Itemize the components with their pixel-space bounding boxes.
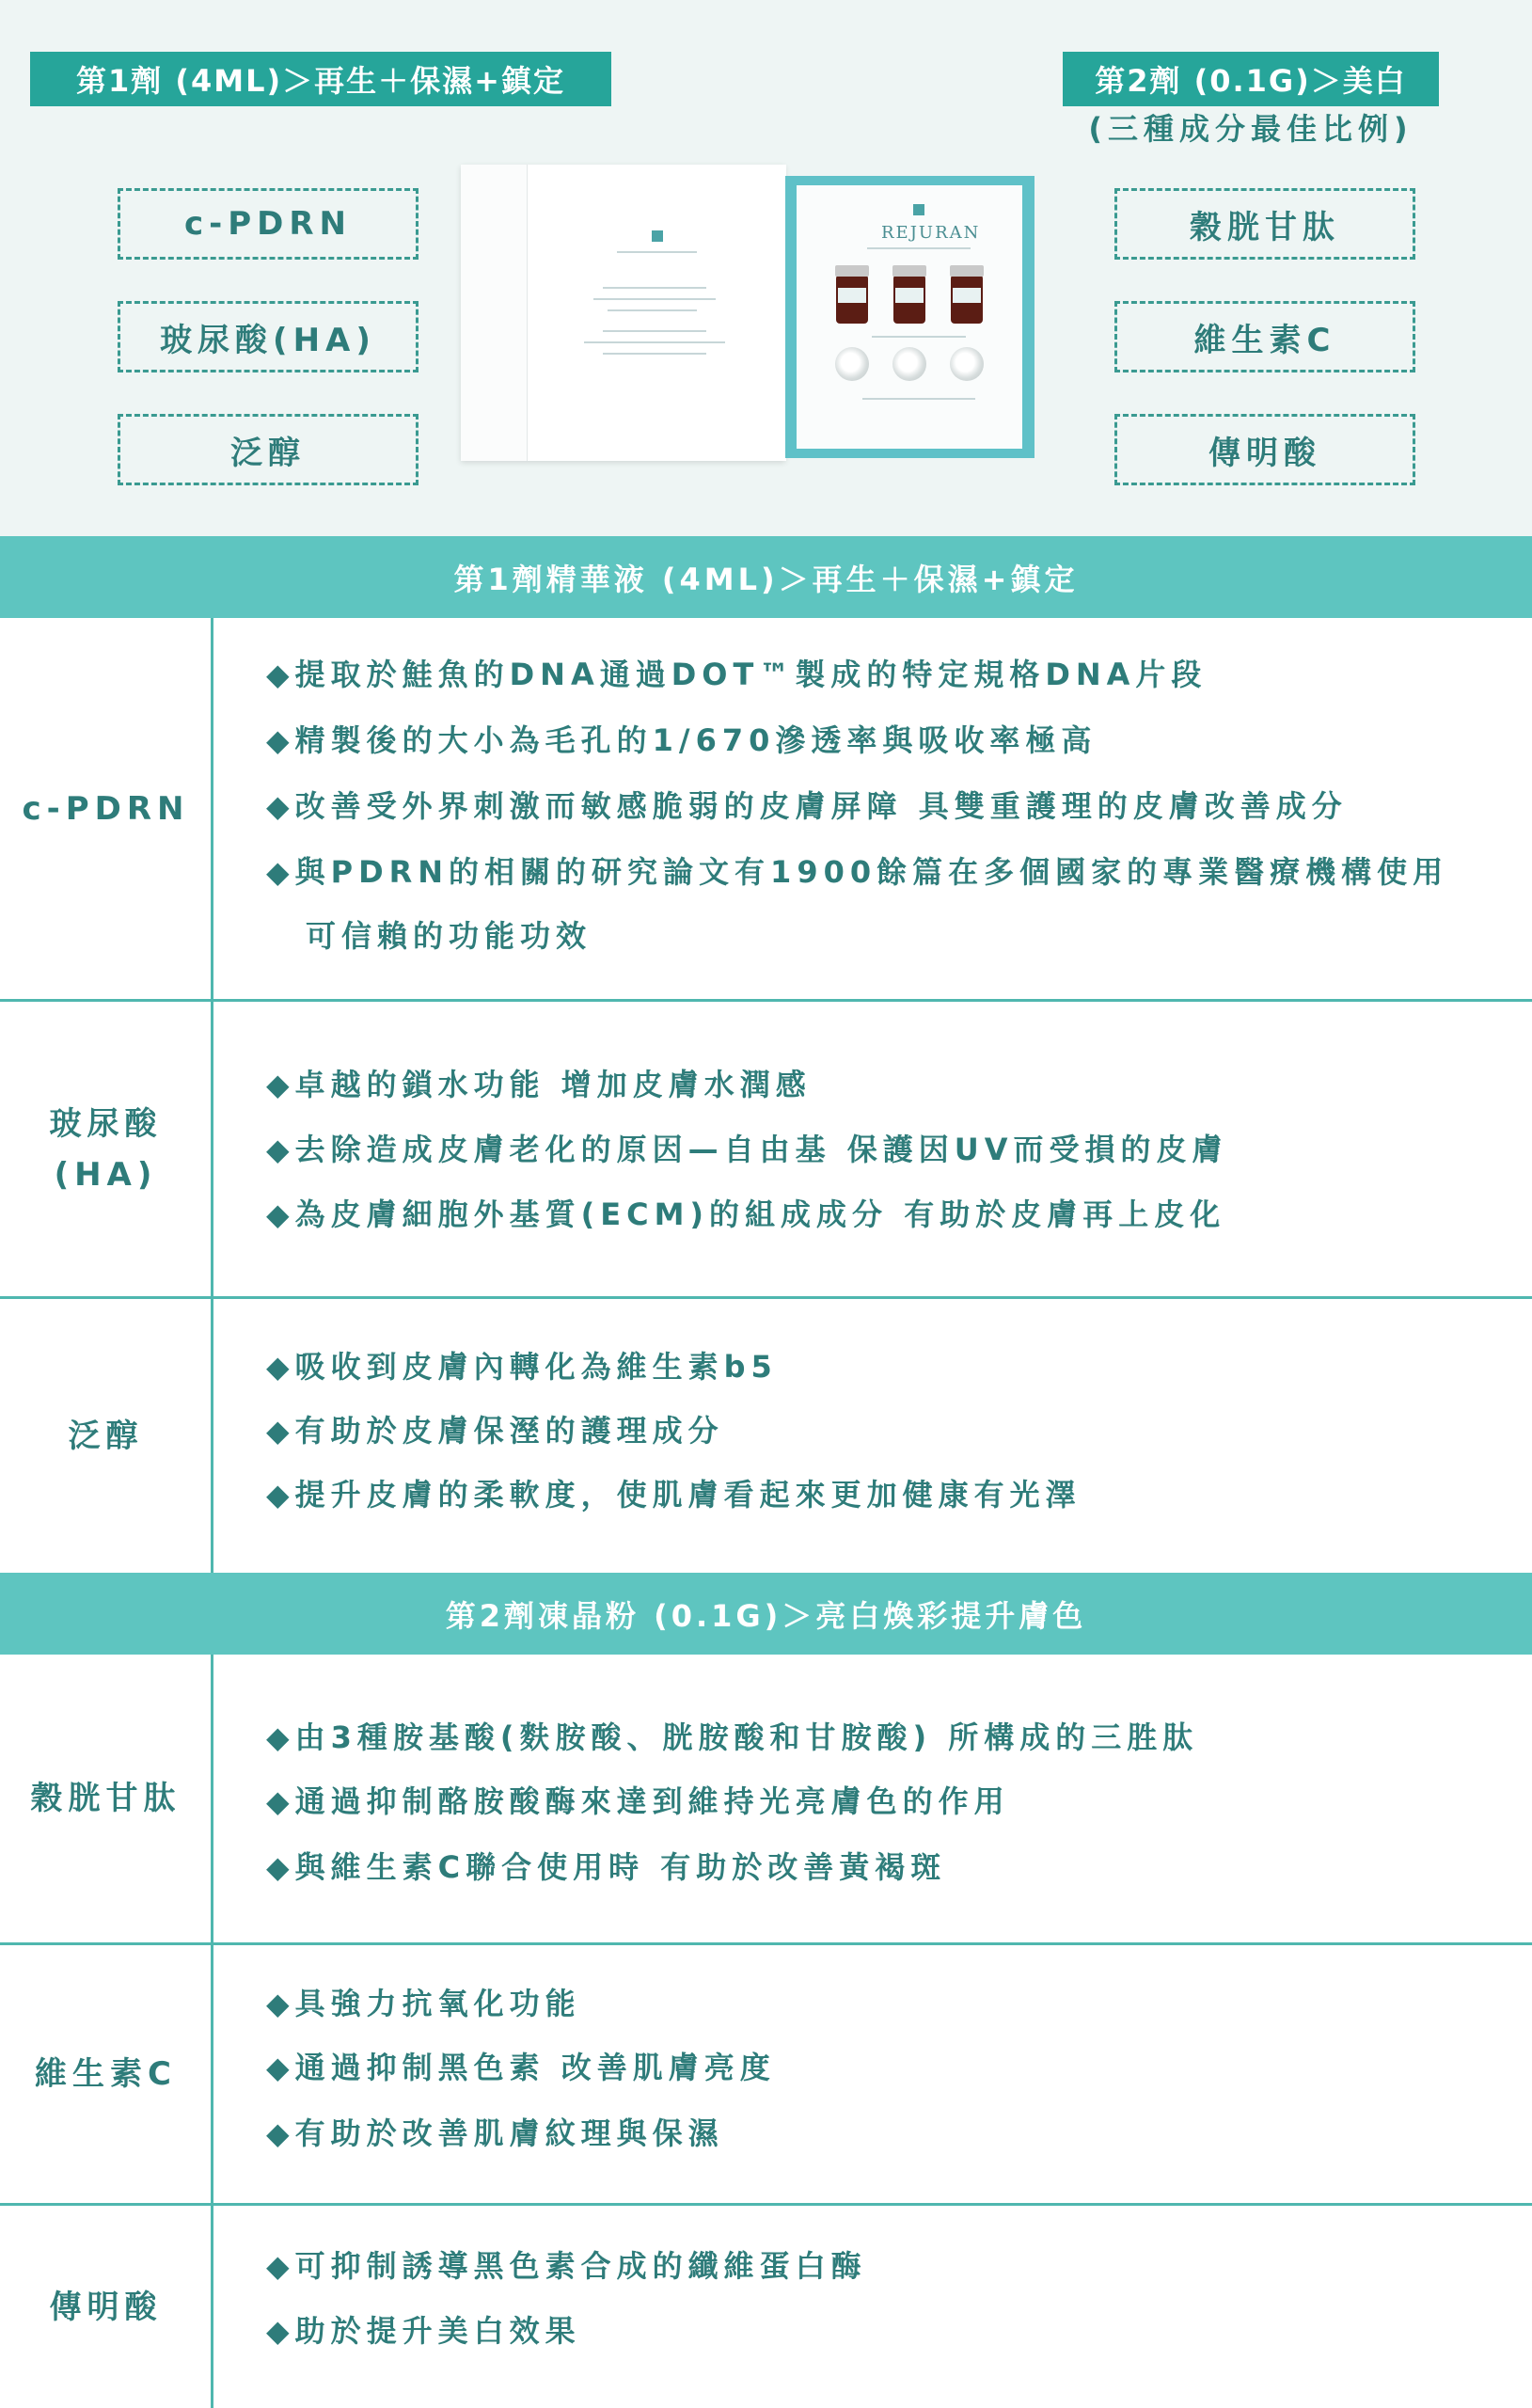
ingredient-box-vitc: 維生素C xyxy=(1114,301,1415,372)
brand-logo-icon xyxy=(652,230,663,242)
ingredient-box-cpdrn: c-PDRN xyxy=(118,188,419,260)
row-label: 維生素C xyxy=(35,2055,177,2093)
section2-header: 第2劑凍晶粉 (0.1G)＞亮白煥彩提升膚色 xyxy=(0,1573,1532,1655)
row-label: 泛醇 xyxy=(68,1417,144,1455)
row-glutathione xyxy=(0,1655,1532,1942)
row-cpdrn xyxy=(0,618,1532,999)
bullet: ◆有助於改善肌膚紋理與保濕 xyxy=(266,2115,724,2151)
bullet: ◆精製後的大小為毛孔的1/670滲透率與吸收率極高 xyxy=(266,722,1098,758)
row-tranexamic xyxy=(0,2206,1532,2408)
bullet: ◆去除造成皮膚老化的原因—自由基 保護因UV而受損的皮膚 xyxy=(266,1132,1228,1167)
ingredient-box-glutathione: 穀胱甘肽 xyxy=(1114,188,1415,260)
dose2-banner: 第2劑 (0.1G)＞美白 xyxy=(1063,52,1439,106)
section1-header: 第1劑精華液 (4ML)＞再生＋保濕+鎮定 xyxy=(0,536,1532,618)
row-ha xyxy=(0,1002,1532,1296)
powder-cap-3 xyxy=(950,347,984,381)
vial-3 xyxy=(951,275,983,324)
row-label: 穀胱甘肽 xyxy=(30,1780,182,1817)
ratio-subtitle: (三種成分最佳比例) xyxy=(1088,111,1414,147)
bullet: ◆吸收到皮膚內轉化為維生素b5 xyxy=(266,1349,778,1385)
ingredient-box-panthenol: 泛醇 xyxy=(118,414,419,485)
product-brand: REJURAN xyxy=(881,223,981,243)
bullet: ◆提取於鮭魚的DNA通過DOT™製成的特定規格DNA片段 xyxy=(266,657,1208,692)
bullet: ◆可抑制誘導黑色素合成的纖維蛋白酶 xyxy=(266,2248,867,2284)
column-divider xyxy=(211,1655,213,2408)
box-logo-icon xyxy=(913,204,924,215)
bullet: ◆卓越的鎖水功能 增加皮膚水潤感 xyxy=(266,1067,812,1102)
ingredient-box-ha: 玻尿酸(HA) xyxy=(118,301,419,372)
bullet: ◆由3種胺基酸(麩胺酸、胱胺酸和甘胺酸) 所構成的三胜肽 xyxy=(266,1719,1199,1755)
bullet-continued: 可信賴的功能功效 xyxy=(306,918,592,954)
bullet: ◆通過抑制酪胺酸酶來達到維持光亮膚色的作用 xyxy=(266,1783,1010,1819)
bullet: ◆與PDRN的相關的研究論文有1900餘篇在多個國家的專業醫療機構使用 xyxy=(266,854,1449,890)
row-label: 傳明酸 xyxy=(49,2288,163,2326)
ingredient-box-tranexamic: 傳明酸 xyxy=(1114,414,1415,485)
bullet: ◆提升皮膚的柔軟度，使肌膚看起來更加健康有光澤 xyxy=(266,1477,1082,1513)
powder-cap-1 xyxy=(835,347,869,381)
powder-cap-2 xyxy=(892,347,926,381)
column-divider xyxy=(211,618,213,1573)
bullet: ◆與維生素C聯合使用時 有助於改善黃褐斑 xyxy=(266,1849,947,1885)
bullet: ◆助於提升美白效果 xyxy=(266,2313,581,2349)
row-vitamin-c xyxy=(0,1945,1532,2203)
product-booklet xyxy=(461,165,785,461)
bullet: ◆改善受外界刺激而敏感脆弱的皮膚屏障 具雙重護理的皮膚改善成分 xyxy=(266,788,1348,824)
bullet: ◆具強力抗氧化功能 xyxy=(266,1986,581,2021)
row-label: 玻尿酸 (HA) xyxy=(49,1104,163,1194)
row-panthenol xyxy=(0,1299,1532,1573)
row-label: c-PDRN xyxy=(22,789,190,828)
bullet: ◆有助於皮膚保溼的護理成分 xyxy=(266,1413,724,1449)
vial-1 xyxy=(836,275,868,324)
bullet: ◆為皮膚細胞外基質(ECM)的組成成分 有助於皮膚再上皮化 xyxy=(266,1196,1226,1232)
product-box xyxy=(785,176,1034,458)
dose1-banner: 第1劑 (4ML)＞再生＋保濕+鎮定 xyxy=(30,52,611,106)
bullet: ◆通過抑制黑色素 改善肌膚亮度 xyxy=(266,2050,776,2085)
vial-2 xyxy=(893,275,925,324)
product-image xyxy=(461,165,1034,461)
